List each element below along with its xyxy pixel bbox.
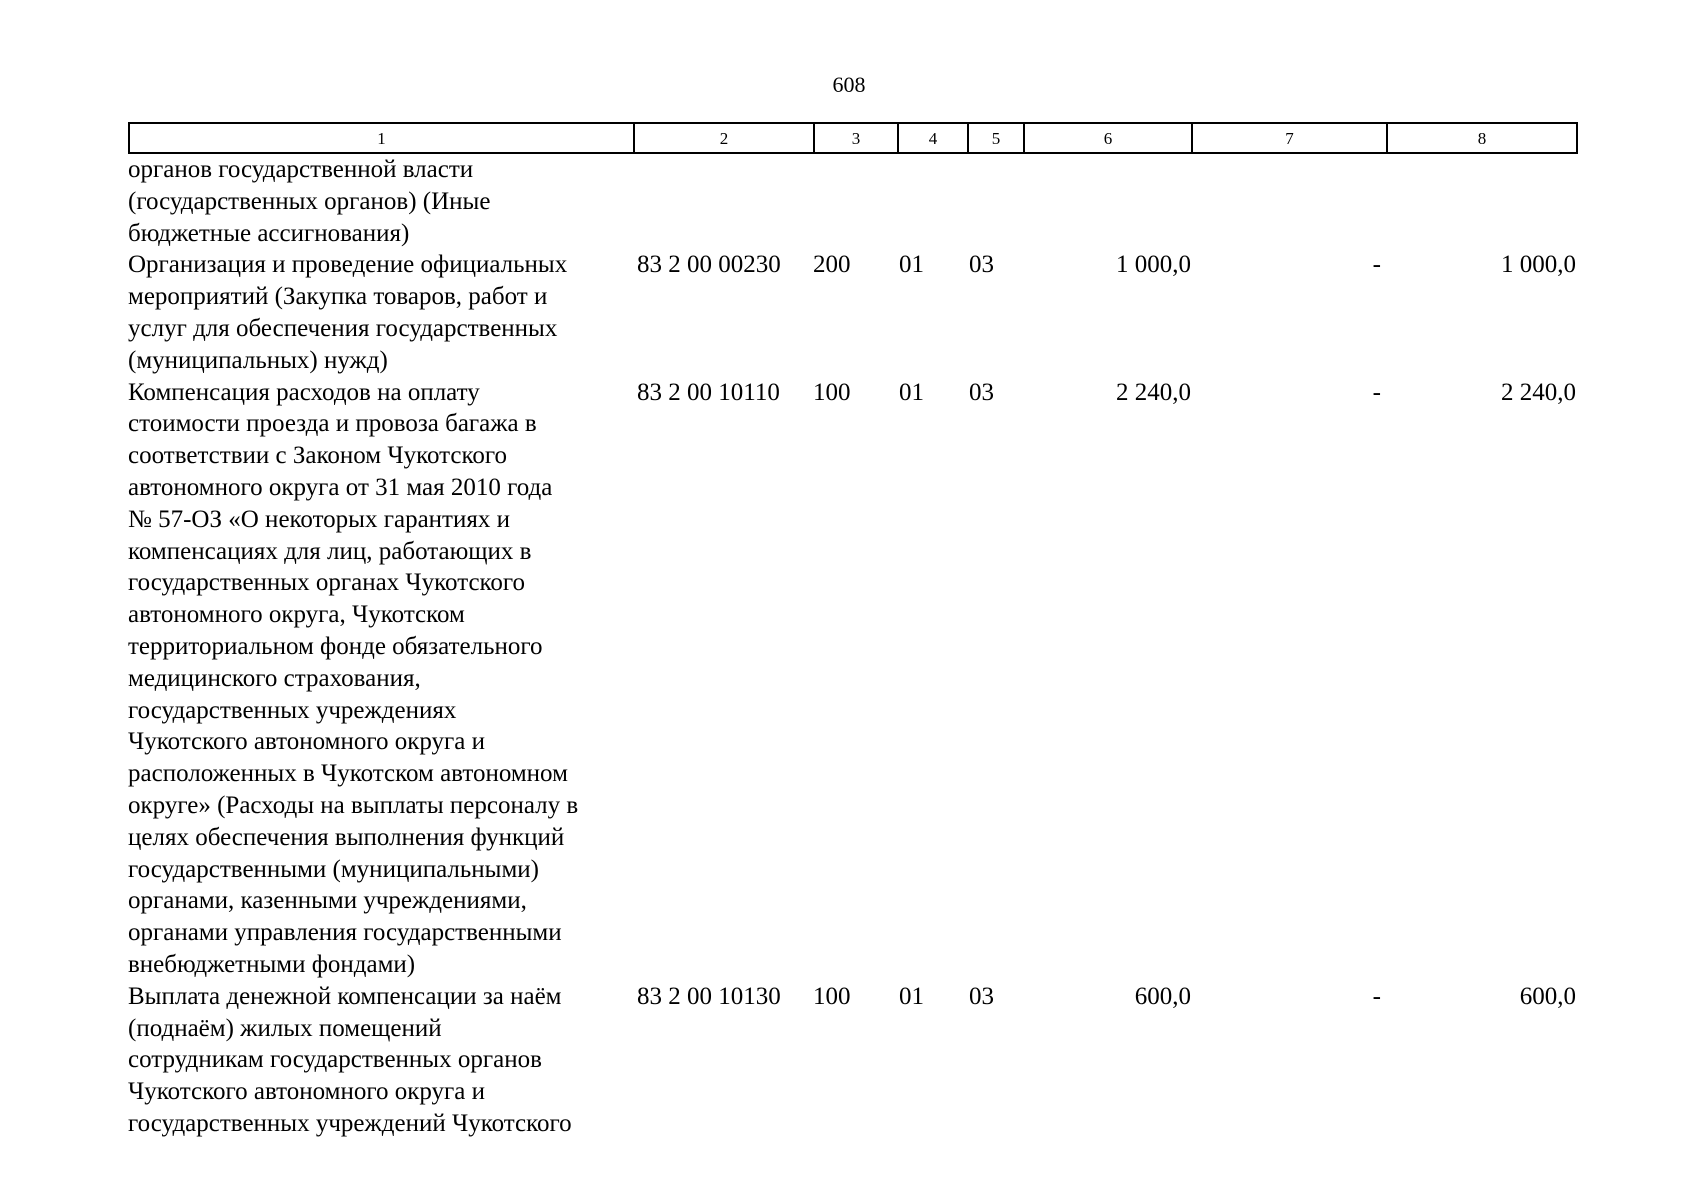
column-number-1: 1 bbox=[129, 123, 634, 153]
column-number-4: 4 bbox=[898, 123, 968, 153]
total: 600,0 bbox=[1519, 982, 1576, 1010]
column-number-5: 5 bbox=[968, 123, 1024, 153]
target-article-code: 83 2 00 10110 bbox=[637, 378, 780, 406]
amount: 1 000,0 bbox=[1116, 251, 1191, 279]
amount: 600,0 bbox=[1134, 982, 1191, 1010]
target-article-code: 83 2 00 10130 bbox=[637, 982, 781, 1010]
section: 01 bbox=[899, 251, 924, 279]
subsection: 03 bbox=[969, 378, 994, 406]
expense-type: 100 bbox=[813, 378, 851, 406]
expense-name: органов государственной власти (государственных органов) (Иные бюджетные ассигнования) bbox=[128, 156, 491, 247]
total: 1 000,0 bbox=[1501, 251, 1576, 279]
column-number-6: 6 bbox=[1024, 123, 1192, 153]
column-number-header bbox=[128, 122, 1578, 154]
amount: 2 240,0 bbox=[1116, 378, 1191, 406]
section: 01 bbox=[899, 982, 924, 1010]
column-number-7: 7 bbox=[1192, 123, 1387, 153]
expense-type: 100 bbox=[813, 982, 851, 1010]
column-number-2: 2 bbox=[634, 123, 814, 153]
change: - bbox=[1372, 982, 1381, 1010]
total: 2 240,0 bbox=[1501, 378, 1576, 406]
table-row bbox=[128, 377, 1576, 981]
column-number-3: 3 bbox=[814, 123, 898, 153]
section: 01 bbox=[899, 378, 924, 406]
expense-name: Выплата денежной компенсации за наём (поднаём) жилых помещений сотрудникам государственных органов Чукотского автономного округа и государственных учреждений Чукотского bbox=[128, 982, 572, 1137]
subsection: 03 bbox=[969, 251, 994, 279]
table-row bbox=[128, 154, 1576, 249]
column-number-8: 8 bbox=[1387, 123, 1577, 153]
target-article-code: 83 2 00 00230 bbox=[637, 251, 781, 279]
table-row bbox=[128, 249, 1576, 376]
subsection: 03 bbox=[969, 982, 994, 1010]
table-row bbox=[128, 981, 1576, 1140]
page-number: 608 bbox=[832, 72, 866, 97]
expense-name: Компенсация расходов на оплату стоимости проезда и провоза багажа в соответствии с Законом Чукотского автономного округа от 31 мая 2010 года № 57-ОЗ «О некоторых гарантиях и компенсациях для лиц, работающих в государственных органах Чукотского автономного округа, Чукотском территориальном фонде обязательного медицинского страхования, государственных учреждениях Чукотского автономного округа и расположенных в Чукотском автономном округе» (Расходы на выплаты персоналу в целях обеспечения выполнения функций государственными (муниципальными) органами, казенными учреждениями, органами управления государственными внебюджетными фондами) bbox=[128, 378, 579, 978]
change: - bbox=[1372, 378, 1381, 406]
change: - bbox=[1372, 251, 1381, 279]
budget-table-body bbox=[128, 154, 1576, 1140]
expense-type: 200 bbox=[813, 251, 851, 279]
expense-name: Организация и проведение официальных мероприятий (Закупка товаров, работ и услуг для обеспечения государственных (муниципальных) нужд) bbox=[128, 251, 568, 374]
